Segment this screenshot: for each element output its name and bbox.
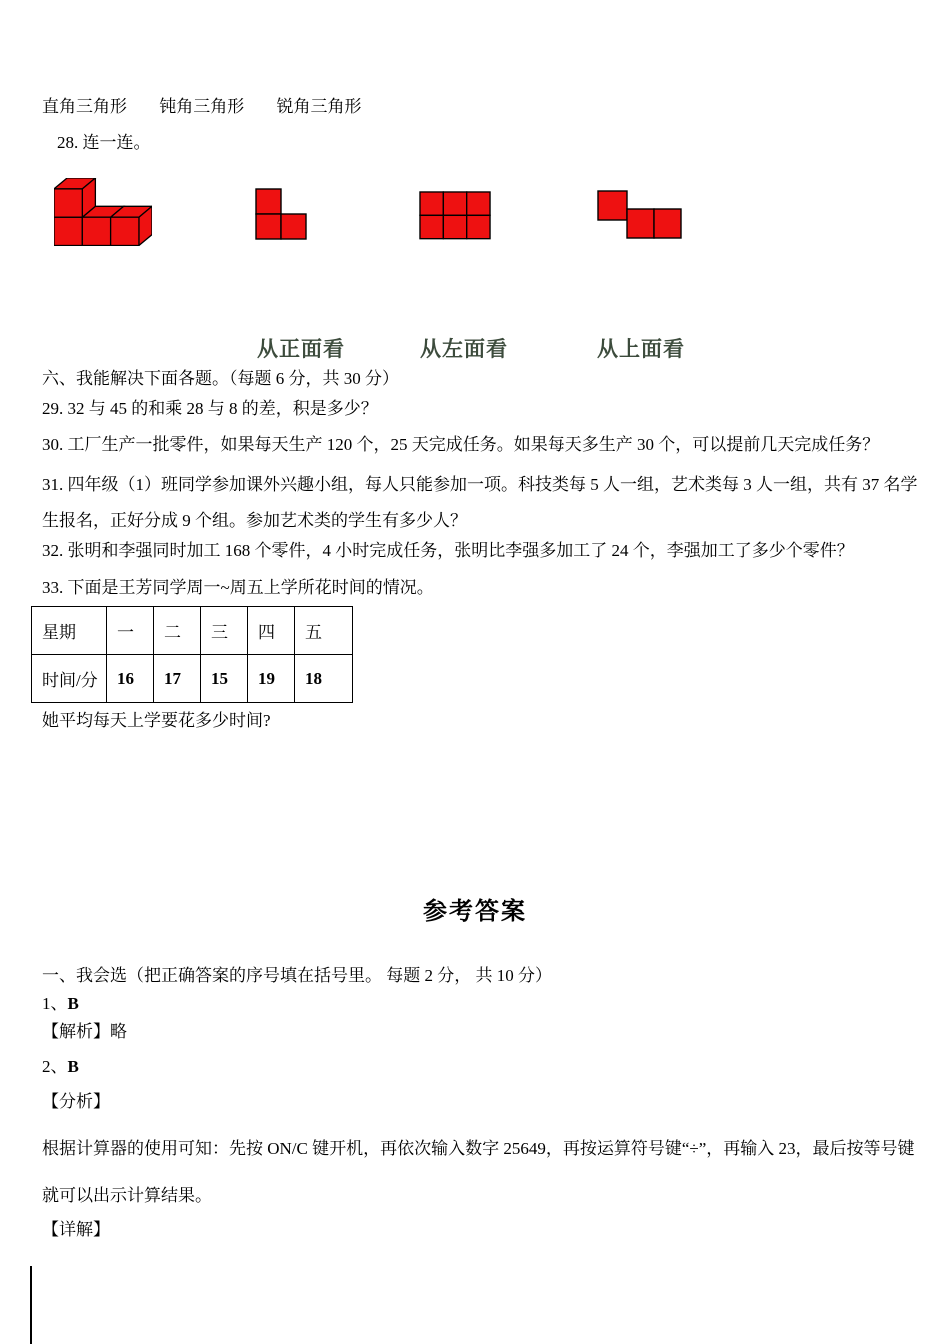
answer-1-letter: B [67, 994, 79, 1013]
question-30: 30. 工厂生产一批零件，如果每天生产 120 个，25 天完成任务。如果每天多生产 30 个，可以提前几天完成任务？ [42, 435, 880, 454]
view-shape-grid-svg [419, 191, 492, 240]
table-cell: 19 [248, 655, 295, 703]
answer-2-analysis-body: 根据计算器的使用可知：先按 ON/C 键开机，再依次输入数字 25649，再按运算符号键“÷”，再输入 23，最后按等号键就可以出示计算结果。 [42, 1139, 915, 1205]
view-label-top: 从上面看 [597, 337, 685, 361]
triangle-type-labels [42, 96, 362, 118]
view-shape-grid [419, 191, 492, 240]
view-shape-step-svg [597, 190, 682, 239]
view-shape-step [597, 190, 682, 239]
table-cell: 二 [154, 607, 201, 655]
triangle-label-acute: 锐角三角形 [276, 97, 362, 116]
view-shape-front [255, 188, 307, 240]
table-cell: 17 [154, 655, 201, 703]
table-cell: 16 [107, 655, 154, 703]
question-33: 33. 下面是王芳同学周一~周五上学所花时间的情况。 [42, 578, 434, 597]
answer-1-number: 1、 [42, 994, 68, 1013]
question-31: 31. 四年级（1）班同学参加课外兴趣小组，每人只能参加一项。科技类每 5 人一组，艺术类每 3 人一组，共有 37 名学生报名，正好分成 9 个组。参加艺术类的学生有多少人？ [42, 475, 918, 530]
cube-solid-svg [54, 178, 152, 246]
question-33-prompt: 她平均每天上学要花多少时间? [42, 711, 271, 730]
answers-section-1-header: 一、我会选（把正确答案的序号填在括号里。 每题 2 分， 共 10 分） [42, 966, 552, 985]
table-row [32, 607, 353, 655]
answer-1 [42, 993, 79, 1015]
view-label-left: 从左面看 [420, 337, 508, 361]
table-cell: 一 [107, 607, 154, 655]
triangle-label-obtuse: 钝角三角形 [159, 97, 245, 116]
answer-2-number: 2、 [42, 1057, 68, 1076]
question-29: 29. 32 与 45 的和乘 28 与 8 的差，积是多少？ [42, 399, 378, 418]
answer-2-detail-tag: 【详解】 [42, 1220, 110, 1239]
view-label-front: 从正面看 [257, 337, 345, 361]
answer-1-analysis: 【解析】略 [42, 1022, 127, 1041]
answers-title: 参考答案 [423, 899, 527, 925]
table-row [32, 655, 353, 703]
section-6-header: 六、我能解决下面各题。（每题 6 分，共 30 分） [42, 369, 399, 388]
table-cell: 星期 [32, 607, 107, 655]
answer-2 [42, 1056, 79, 1078]
table-cell: 五 [295, 607, 353, 655]
table-cell: 四 [248, 607, 295, 655]
page-edge-line [30, 1266, 32, 1344]
question-28-label: 28. 连一连。 [57, 133, 151, 152]
table-cell: 18 [295, 655, 353, 703]
time-table [31, 606, 353, 703]
view-shape-front-svg [255, 188, 307, 240]
answer-2-letter: B [67, 1057, 79, 1076]
table-cell: 三 [201, 607, 248, 655]
question-32: 32. 张明和李强同时加工 168 个零件，4 小时完成任务，张明比李强多加工了 24 个，李强加工了多少个零件？ [42, 541, 854, 560]
table-cell: 时间/分 [32, 655, 107, 703]
table-cell: 15 [201, 655, 248, 703]
triangle-label-right: 直角三角形 [42, 97, 127, 116]
time-table-container [31, 606, 353, 703]
answer-2-analysis-tag: 【分析】 [42, 1092, 110, 1111]
cube-solid-figure [54, 178, 152, 246]
